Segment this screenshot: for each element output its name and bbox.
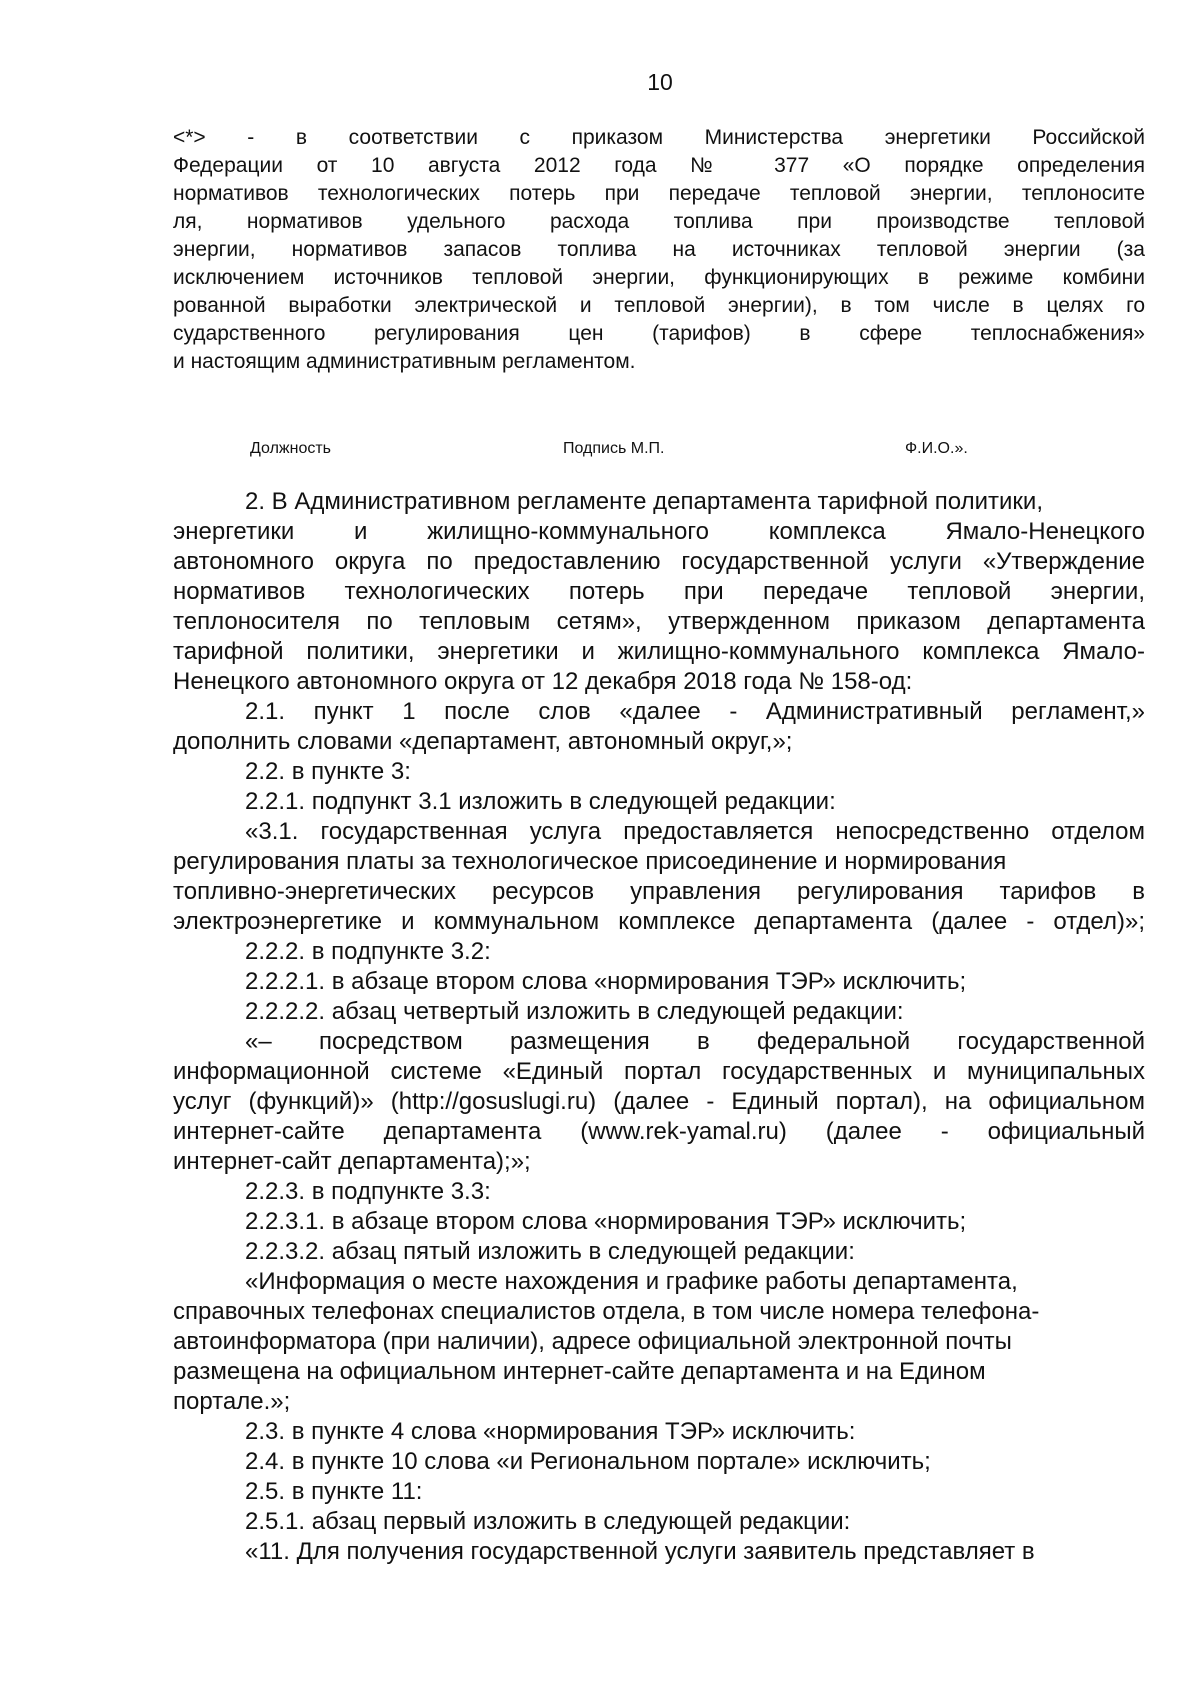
paragraph-line: 2.2.2.1. в абзаце втором слова «нормирования ТЭР» исключить; <box>245 968 967 995</box>
paragraph-line: 2.2.2.2. абзац четвертый изложить в следующей редакции: <box>245 998 904 1025</box>
paragraph-line: 2.3. в пункте 4 слова «нормирования ТЭР» исключить: <box>245 1418 856 1445</box>
paragraph-line: услуг (функций)» (http://gosuslugi.ru) (далее - Единый портал), на официальном <box>173 1088 1145 1115</box>
paragraph-line: 2.5.1. абзац первый изложить в следующей редакции: <box>245 1508 851 1535</box>
paragraph-line: 2.2.3. в подпункте 3.3: <box>245 1178 491 1205</box>
paragraph-line: «11. Для получения государственной услуги заявитель представляет в <box>245 1538 1035 1565</box>
paragraph-line: «Информация о месте нахождения и графике работы департамента, <box>245 1268 1018 1295</box>
paragraph-line: «– посредством размещения в федеральной государственной <box>245 1028 1145 1055</box>
paragraph-line: портале.»; <box>173 1388 291 1415</box>
paragraph-line: 2.2. в пункте 3: <box>245 758 411 785</box>
signature-block <box>0 438 1200 462</box>
signature-sign-label: Подпись М.П. <box>563 440 665 457</box>
paragraph-line: размещена на официальном интернет-сайте департамента и на Едином <box>173 1358 986 1385</box>
signature-fio-label: Ф.И.О.». <box>905 440 968 457</box>
footnote-line: рованной выработки электрической и тепловой энергии), в том числе в целях го <box>173 294 1145 317</box>
footnote-line: энергии, нормативов запасов топлива на источниках тепловой энергии (за <box>173 238 1145 261</box>
footnote-line: ля, нормативов удельного расхода топлива при производстве тепловой <box>173 210 1145 233</box>
paragraph-line: теплоносителя по тепловым сетям», утвержденном приказом департамента <box>173 608 1145 635</box>
paragraph-line: «3.1. государственная услуга предоставляется непосредственно отделом <box>245 818 1145 845</box>
paragraph-line: нормативов технологических потерь при передаче тепловой энергии, <box>173 578 1145 605</box>
paragraph-line: 2. В Административном регламенте департамента тарифной политики, <box>245 488 1043 515</box>
footnote-line: исключением источников тепловой энергии, функционирующих в режиме комбини <box>173 266 1145 289</box>
paragraph-line: автоинформатора (при наличии), адресе официальной электронной почты <box>173 1328 1012 1355</box>
paragraph-line: 2.5. в пункте 11: <box>245 1478 423 1505</box>
paragraph-line: Ненецкого автономного округа от 12 декабря 2018 года № 158-од: <box>173 668 913 695</box>
paragraph-line: информационной системе «Единый портал государственных и муниципальных <box>173 1058 1145 1085</box>
page-number: 10 <box>647 69 673 95</box>
footnote-line: и настоящим административным регламентом. <box>173 350 636 373</box>
footnote-line: нормативов технологических потерь при передаче тепловой энергии, теплоносите <box>173 182 1145 205</box>
paragraph-line: 2.4. в пункте 10 слова «и Региональном портале» исключить; <box>245 1448 931 1475</box>
paragraph-line: 2.1. пункт 1 после слов «далее - Административный регламент,» <box>245 698 1145 725</box>
footnote-line: Федерации от 10 августа 2012 года № 377 «О порядке определения <box>173 154 1145 177</box>
paragraph-line: топливно-энергетических ресурсов управления регулирования тарифов в <box>173 878 1145 905</box>
paragraph-line: энергетики и жилищно-коммунального комплекса Ямало-Ненецкого <box>173 518 1145 545</box>
paragraph-line: 2.2.3.1. в абзаце втором слова «нормирования ТЭР» исключить; <box>245 1208 967 1235</box>
paragraph-line: 2.2.2. в подпункте 3.2: <box>245 938 491 965</box>
document-body <box>173 487 1145 1567</box>
paragraph-line: 2.2.3.2. абзац пятый изложить в следующей редакции: <box>245 1238 855 1265</box>
paragraph-line: интернет-сайте департамента (www.rek-yamal.ru) (далее - официальный <box>173 1118 1145 1145</box>
footnote-line: сударственного регулирования цен (тарифов) в сфере теплоснабжения» <box>173 322 1145 345</box>
signature-position-label: Должность <box>250 440 331 457</box>
paragraph-line: автономного округа по предоставлению государственной услуги «Утверждение <box>173 548 1145 575</box>
footnote-line: <*> - в соответствии с приказом Министерства энергетики Российской <box>173 126 1145 149</box>
paragraph-line: тарифной политики, энергетики и жилищно-коммунального комплекса Ямало- <box>173 638 1145 665</box>
paragraph-line: электроэнергетике и коммунальном комплексе департамента (далее - отдел)»; <box>173 908 1145 935</box>
paragraph-line: регулирования платы за технологическое присоединение и нормирования <box>173 848 1007 875</box>
paragraph-line: 2.2.1. подпункт 3.1 изложить в следующей редакции: <box>245 788 836 815</box>
footnote-block <box>173 124 1145 376</box>
paragraph-line: дополнить словами «департамент, автономный округ,»; <box>173 728 793 755</box>
paragraph-line: интернет-сайт департамента);»; <box>173 1148 531 1175</box>
paragraph-line: справочных телефонах специалистов отдела, в том числе номера телефона- <box>173 1298 1040 1325</box>
